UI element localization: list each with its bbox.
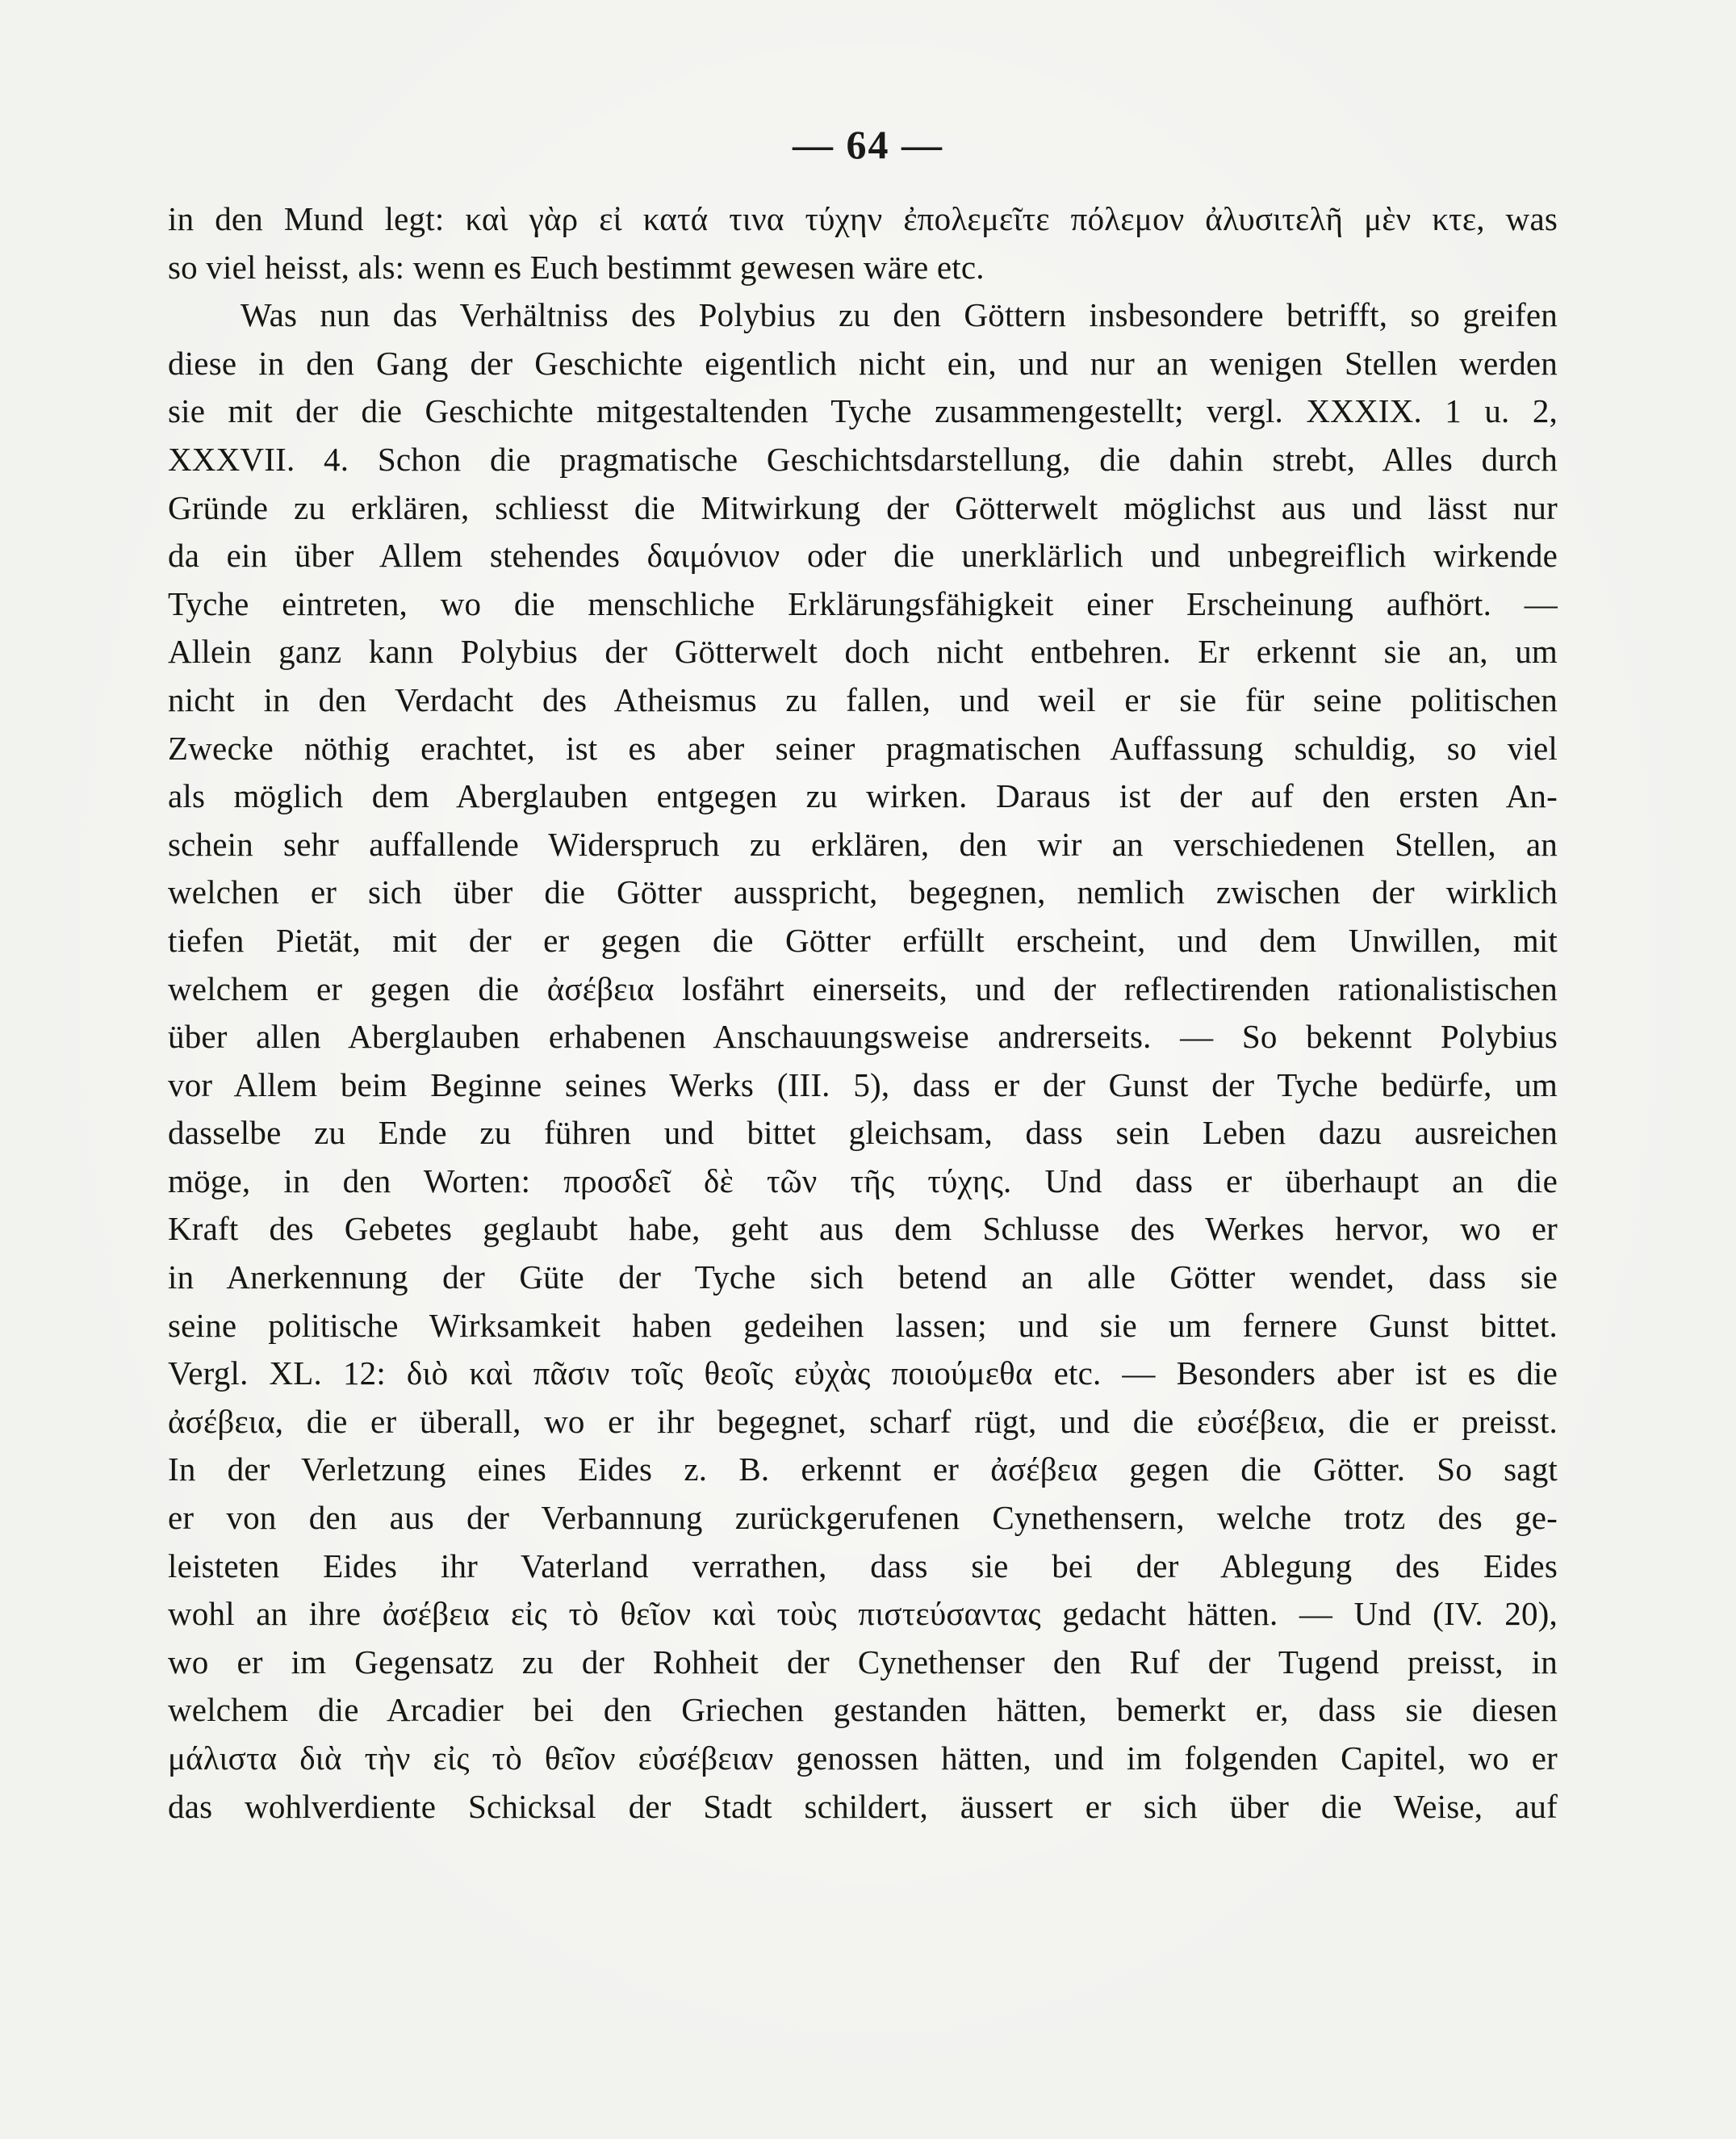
text-line: seine politische Wirksamkeit haben gedeihen lassen; und sie um fernere Gunst bittet. (168, 1306, 1558, 1344)
text-line: wohl an ihre ἀσέβεια εἰς τὸ θεῖον καὶ τοὺς πιστεύσαντας gedacht hätten. — Und (IV. 20), (168, 1595, 1558, 1633)
text-line: Was nun das Verhältniss des Polybius zu den Göttern insbesondere betrifft, so greifen (241, 296, 1558, 334)
text-line: in Anerkennung der Güte der Tyche sich betend an alle Götter wendet, dass sie (168, 1258, 1558, 1296)
text-line: Kraft des Gebetes geglaubt habe, geht aus dem Schlusse des Werkes hervor, wo er (168, 1210, 1558, 1248)
text-line: μάλιστα διὰ τὴν εἰς τὸ θεῖον εὐσέβειαν genossen hätten, und im folgenden Capitel, wo er (168, 1739, 1558, 1777)
text-line: nicht in den Verdacht des Atheismus zu fallen, und weil er sie für seine politischen (168, 680, 1558, 718)
text-line: er von den aus der Verbannung zurückgerufenen Cynethensern, welche trotz des ge- (168, 1499, 1558, 1537)
text-line: ἀσέβεια, die er überall, wo er ihr begegnet, scharf rügt, und die εὐσέβεια, die er preisst. (168, 1402, 1558, 1440)
text-line: schein sehr auffallende Widerspruch zu erklären, den wir an verschiedenen Stellen, an (168, 825, 1558, 863)
text-line: so viel heisst, als: wenn es Euch bestimmt gewesen wäre etc. (168, 248, 985, 286)
text-line: Gründe zu erklären, schliesst die Mitwirkung der Götterwelt möglichst aus und lässt nur (168, 488, 1558, 526)
text-line: möge, in den Worten: προσδεῖ δὲ τῶν τῆς τύχης. Und dass er überhaupt an die (168, 1162, 1558, 1199)
text-line: wo er im Gegensatz zu der Rohheit der Cynethenser den Ruf der Tugend preisst, in (168, 1643, 1558, 1681)
body-text (168, 195, 1558, 1831)
text-line: In der Verletzung eines Eides z. B. erkennt er ἀσέβεια gegen die Götter. So sagt (168, 1450, 1558, 1488)
text-line: diese in den Gang der Geschichte eigentlich nicht ein, und nur an wenigen Stellen werden (168, 344, 1558, 382)
text-line: Vergl. XL. 12: διὸ καὶ πᾶσιν τοῖς θεοῖς εὐχὰς ποιούμεθα etc. — Besonders aber ist es die (168, 1354, 1558, 1392)
text-line: welchem er gegen die ἀσέβεια losfährt einerseits, und der reflectirenden rationalistischen (168, 969, 1558, 1007)
text-line: welchem die Arcadier bei den Griechen gestanden hätten, bemerkt er, dass sie diesen (168, 1691, 1558, 1729)
text-line: das wohlverdiente Schicksal der Stadt schildert, äussert er sich über die Weise, auf (168, 1787, 1558, 1825)
text-line: XXXVII. 4. Schon die pragmatische Geschichtsdarstellung, die dahin strebt, Alles durch (168, 440, 1558, 478)
text-line: da ein über Allem stehendes δαιμόνιον oder die unerklärlich und unbegreiflich wirkende (168, 537, 1558, 575)
text-line: über allen Aberglauben erhabenen Anschauungsweise andrerseits. — So bekennt Polybius (168, 1018, 1558, 1056)
text-line: als möglich dem Aberglauben entgegen zu wirken. Daraus ist der auf den ersten An- (168, 777, 1558, 815)
text-line: Tyche eintreten, wo die menschliche Erklärungsfähigkeit einer Erscheinung aufhört. — (168, 584, 1558, 622)
text-line: leisteten Eides ihr Vaterland verrathen, dass sie bei der Ablegung des Eides (168, 1547, 1558, 1584)
text-line: tiefen Pietät, mit der er gegen die Götter erfüllt erscheint, und dem Unwillen, mit (168, 921, 1558, 959)
text-line: in den Mund legt: καὶ γὰρ εἰ κατά τινα τύχην ἐπολεμεῖτε πόλεμον ἀλυσιτελῆ μὲν κτε, was (168, 200, 1558, 237)
text-line: sie mit der die Geschichte mitgestaltenden Tyche zusammengestellt; vergl. XXXIX. 1 u. 2, (168, 392, 1558, 430)
text-line: welchen er sich über die Götter ausspricht, begegnen, nemlich zwischen der wirklich (168, 873, 1558, 911)
text-line: Allein ganz kann Polybius der Götterwelt doch nicht entbehren. Er erkennt sie an, um (168, 633, 1558, 671)
page-number: — 64 — (793, 122, 943, 167)
text-line: vor Allem beim Beginne seines Werks (III. 5), dass er der Gunst der Tyche bedürfe, um (168, 1065, 1558, 1103)
text-line: dasselbe zu Ende zu führen und bittet gleichsam, dass sein Leben dazu ausreichen (168, 1114, 1558, 1152)
text-line: Zwecke nöthig erachtet, ist es aber seiner pragmatischen Auffassung schuldig, so viel (168, 729, 1558, 767)
